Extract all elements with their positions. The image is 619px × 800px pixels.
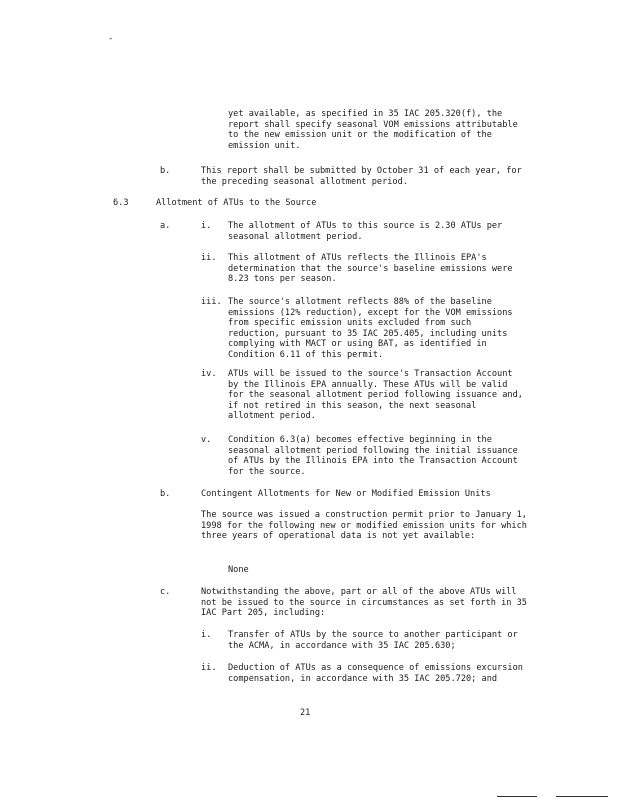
margin-mark: -	[108, 34, 114, 44]
a-iv-text: ATUs will be issued to the source's Transaction Account by the Illinois EPA annually. These ATUs will be valid for the seasonal allotment period following issuance and, if not retired in this season, the next seasonal allotment period.	[228, 369, 523, 422]
a-v-text: Condition 6.3(a) becomes effective beginning in the seasonal allotment period following the initial issuance of ATUs by the Illinois EPA into the Transaction Account for the source.	[228, 435, 518, 477]
c-ii-text: Deduction of ATUs as a consequence of emissions excursion compensation, in accordance with 35 IAC 205.720; and	[228, 663, 523, 684]
item-b-text: This report shall be submitted by October 31 of each year, for the preceding seasonal allotment period.	[201, 166, 522, 187]
a-iii-text: The source's allotment reflects 88% of the baseline emissions (12% reduction), except for the VOM emissions from specific emission units excluded from such reduction, pursuant to 35 IAC 205.405, including units complying with MACT or using BAT, as identified in Condition 6.11 of this permit.	[228, 297, 513, 360]
a-iii-number: iii.	[201, 297, 222, 307]
page-number: 21	[300, 708, 311, 718]
item-b-label: b.	[160, 166, 171, 176]
item-c-text: Notwithstanding the above, part or all of the above ATUs will not be issued to the source in circumstances as set forth in 35 IAC Part 205, including:	[201, 587, 527, 619]
a-i-number: i.	[201, 221, 212, 231]
a-ii-number: ii.	[201, 253, 217, 263]
item-c-label: c.	[160, 587, 171, 597]
item-b2-none: None	[228, 565, 249, 575]
item-a-label: a.	[160, 221, 171, 231]
section-6-3-number: 6.3	[113, 198, 129, 208]
carryover-paragraph: yet available, as specified in 35 IAC 205.320(f), the report shall specify seasonal VOM emissions attributable to the new emission unit or the modification of the emission unit.	[228, 109, 518, 151]
c-ii-number: ii.	[201, 663, 217, 673]
section-6-3-title: Allotment of ATUs to the Source	[156, 198, 317, 208]
c-i-number: i.	[201, 630, 212, 640]
a-iv-number: iv.	[201, 369, 217, 379]
footer-rule-right	[556, 796, 608, 797]
a-v-number: v.	[201, 435, 212, 445]
footer-rule-left	[497, 796, 537, 797]
a-i-text: The allotment of ATUs to this source is 2.30 ATUs per seasonal allotment period.	[228, 221, 503, 242]
a-ii-text: This allotment of ATUs reflects the Illinois EPA's determination that the source's baseline emissions were 8.23 tons per season.	[228, 253, 513, 285]
c-i-text: Transfer of ATUs by the source to another participant or the ACMA, in accordance with 35 IAC 205.630;	[228, 630, 518, 651]
item-b2-label: b.	[160, 489, 171, 499]
item-b2-title: Contingent Allotments for New or Modified Emission Units	[201, 489, 491, 499]
item-b2-text: The source was issued a construction permit prior to January 1, 1998 for the following new or modified emission units for which three years of operational data is not yet available:	[201, 510, 527, 542]
